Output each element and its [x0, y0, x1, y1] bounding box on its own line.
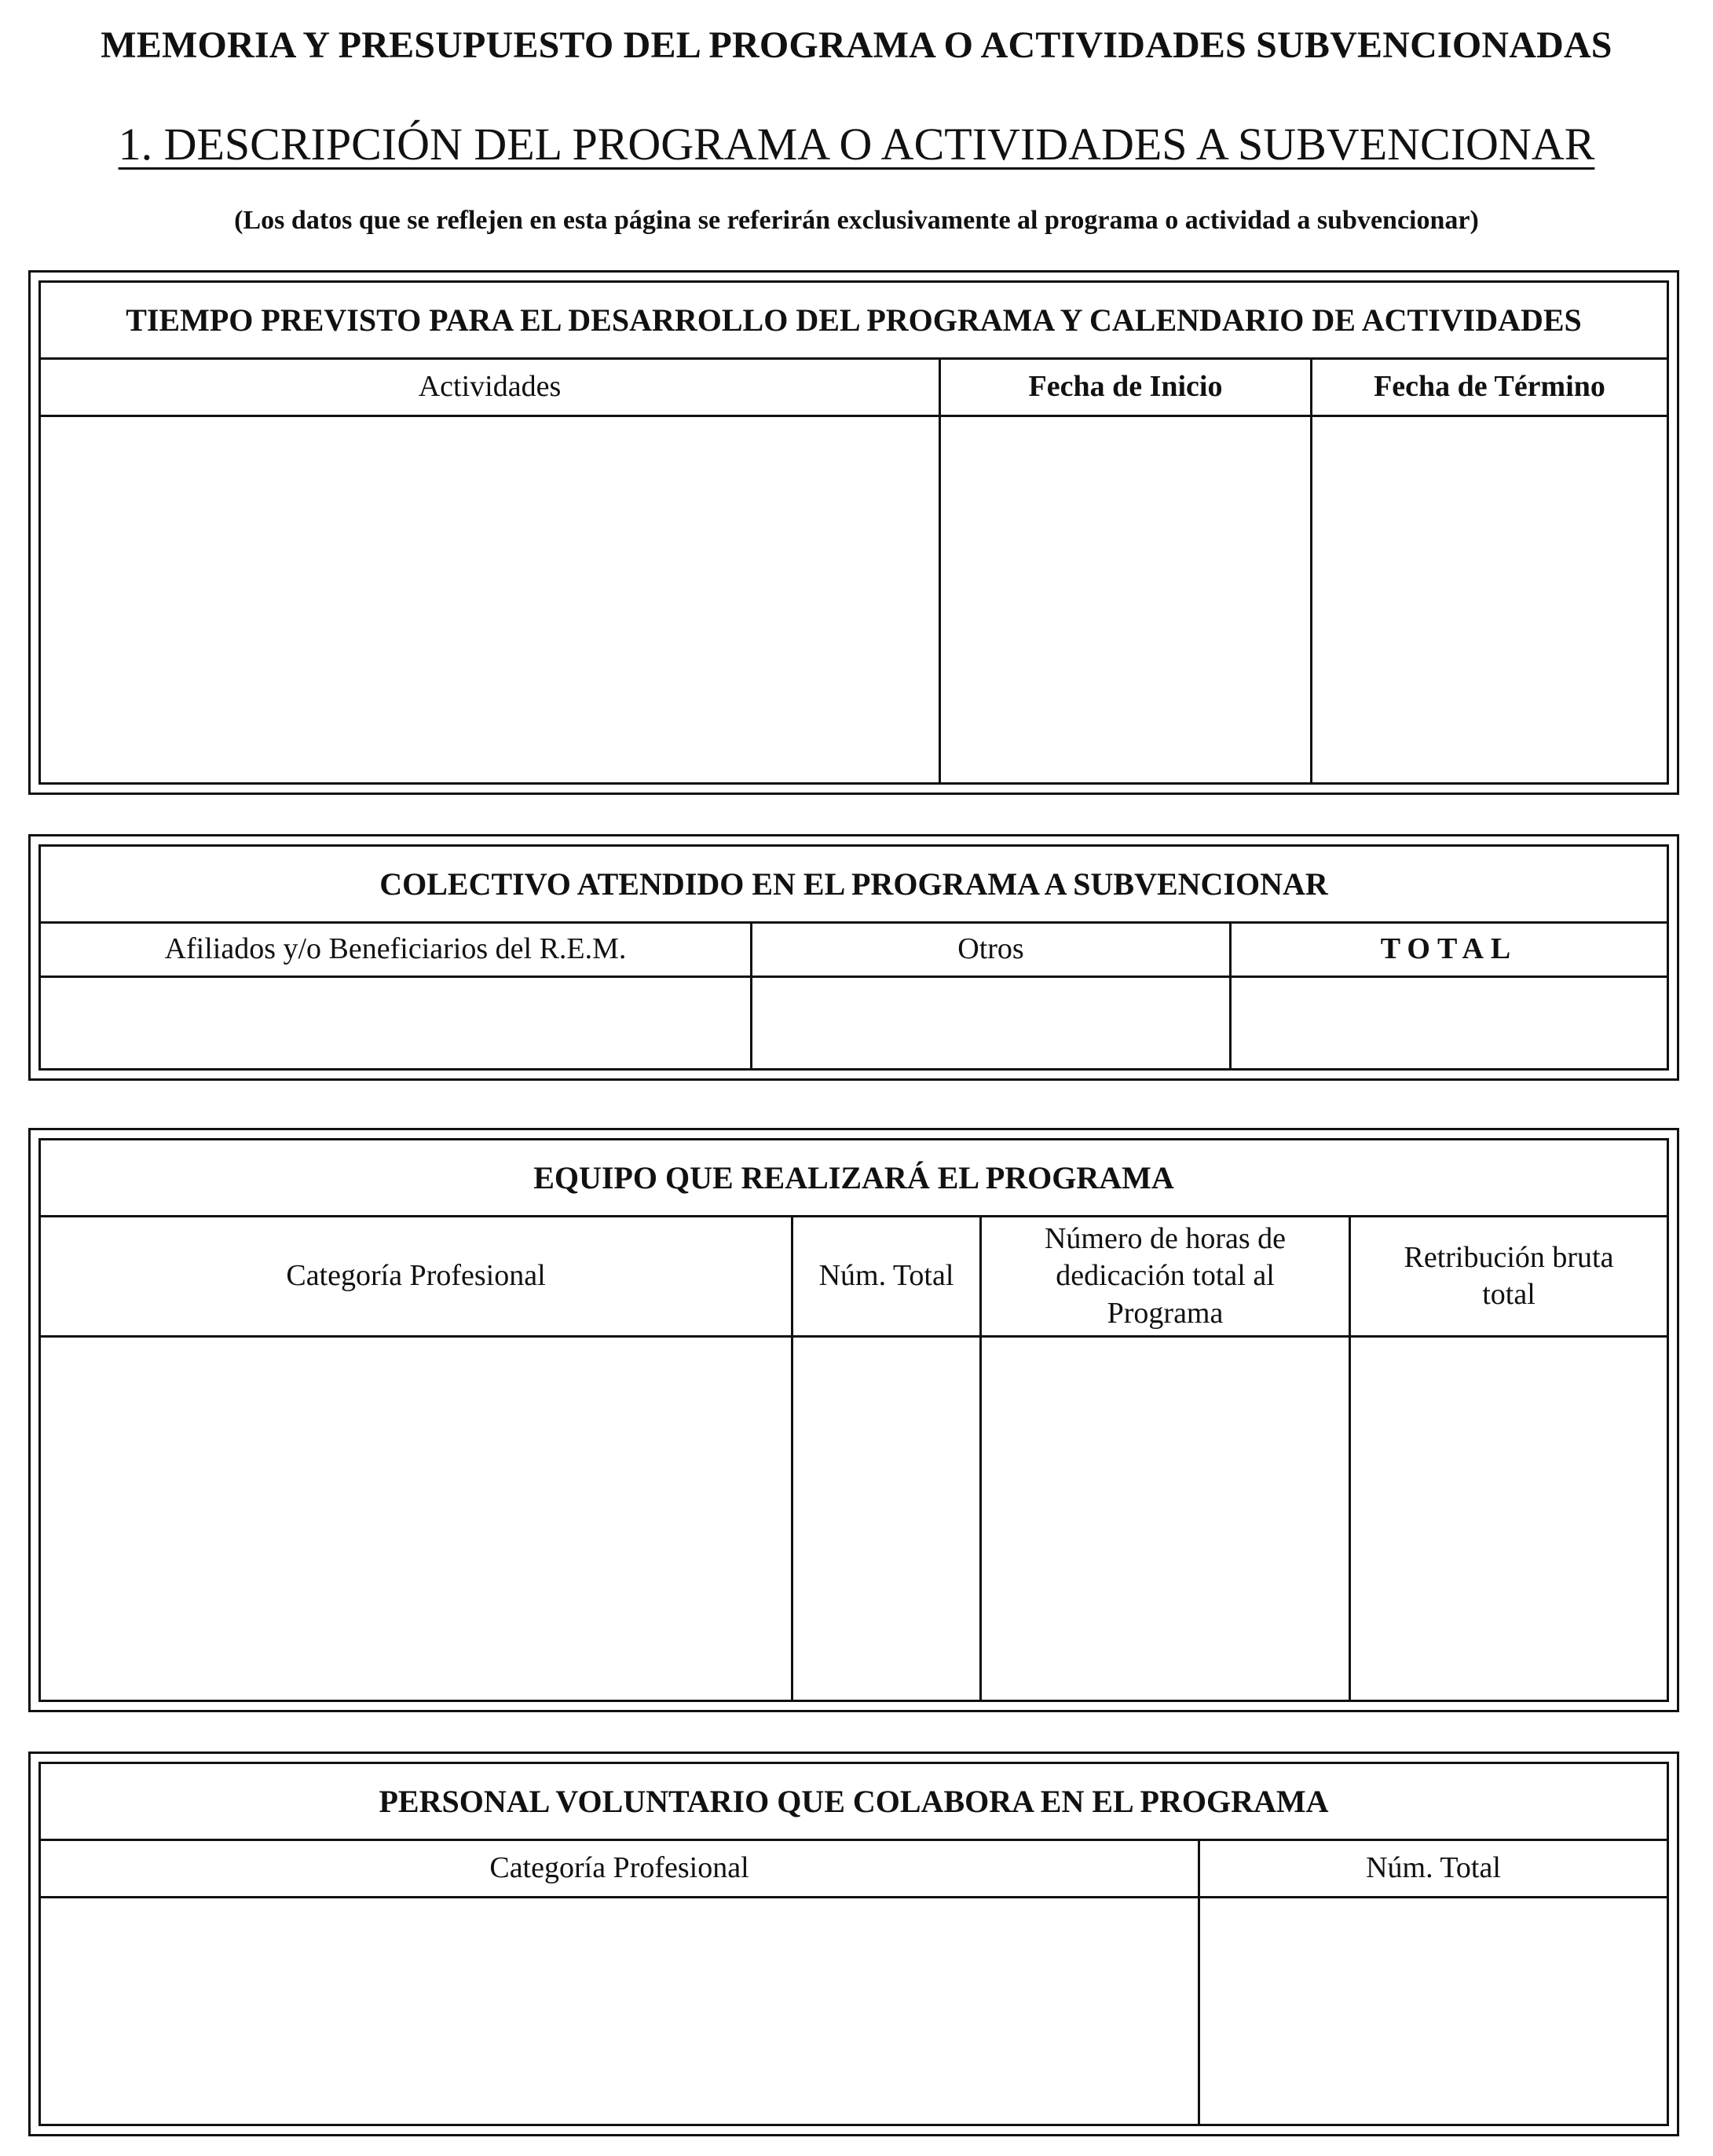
document-title: MEMORIA Y PRESUPUESTO DEL PROGRAMA O ACTIVIDADES SUBVENCIONADAS	[101, 24, 1612, 66]
col-fecha-inicio-header: Fecha de Inicio	[1028, 370, 1223, 404]
col-fecha-termino-header: Fecha de Término	[1374, 370, 1605, 404]
fecha-termino-input-area[interactable]	[1312, 417, 1667, 782]
voluntario-table	[28, 1752, 1679, 2136]
col-retribucion-header: Retribución bruta total	[1404, 1240, 1614, 1311]
col-afiliados-header: Afiliados y/o Beneficiarios del R.E.M.	[164, 932, 627, 966]
section-note: (Los datos que se reflejen en esta página se referirán exclusivamente al programa o actividad a subvencionar)	[234, 206, 1479, 235]
col-total-header: TOTAL	[1380, 932, 1518, 966]
vol-categoria-input-area[interactable]	[41, 1898, 1198, 2124]
col-categoria-header: Categoría Profesional	[286, 1259, 546, 1293]
section-title-text: 1. DESCRIPCIÓN DEL PROGRAMA O ACTIVIDADES A SUBVENCIONAR	[118, 119, 1595, 170]
col-vol-num-total-header: Núm. Total	[1366, 1851, 1501, 1885]
retribucion-input-area[interactable]	[1351, 1338, 1667, 1700]
num-total-input-area[interactable]	[793, 1338, 979, 1700]
calendario-table	[28, 270, 1679, 795]
calendario-heading: TIEMPO PREVISTO PARA EL DESARROLLO DEL PROGRAMA Y CALENDARIO DE ACTIVIDADES	[126, 302, 1582, 338]
col-actividades-header: Actividades	[418, 370, 562, 404]
horas-input-area[interactable]	[982, 1338, 1349, 1700]
colectivo-heading: COLECTIVO ATENDIDO EN EL PROGRAMA A SUBVENCIONAR	[379, 866, 1328, 902]
col-vol-categoria-header: Categoría Profesional	[489, 1851, 749, 1885]
actividades-input-area[interactable]	[41, 417, 939, 782]
equipo-table	[28, 1128, 1679, 1712]
col-horas-header: Número de horas de dedicación total al Programa	[1044, 1221, 1287, 1330]
categoria-input-area[interactable]	[41, 1338, 791, 1700]
otros-input[interactable]	[752, 978, 1229, 1068]
total-input[interactable]	[1232, 978, 1667, 1068]
vol-num-total-input-area[interactable]	[1200, 1898, 1667, 2124]
voluntario-heading: PERSONAL VOLUNTARIO QUE COLABORA EN EL PROGRAMA	[379, 1783, 1329, 1819]
equipo-heading: EQUIPO QUE REALIZARÁ EL PROGRAMA	[533, 1159, 1174, 1195]
col-otros-header: Otros	[957, 932, 1024, 966]
section-title	[0, 118, 1713, 170]
fecha-inicio-input-area[interactable]	[941, 417, 1310, 782]
col-num-total-header: Núm. Total	[818, 1259, 954, 1293]
colectivo-table	[28, 834, 1679, 1081]
afiliados-input[interactable]	[41, 978, 750, 1068]
